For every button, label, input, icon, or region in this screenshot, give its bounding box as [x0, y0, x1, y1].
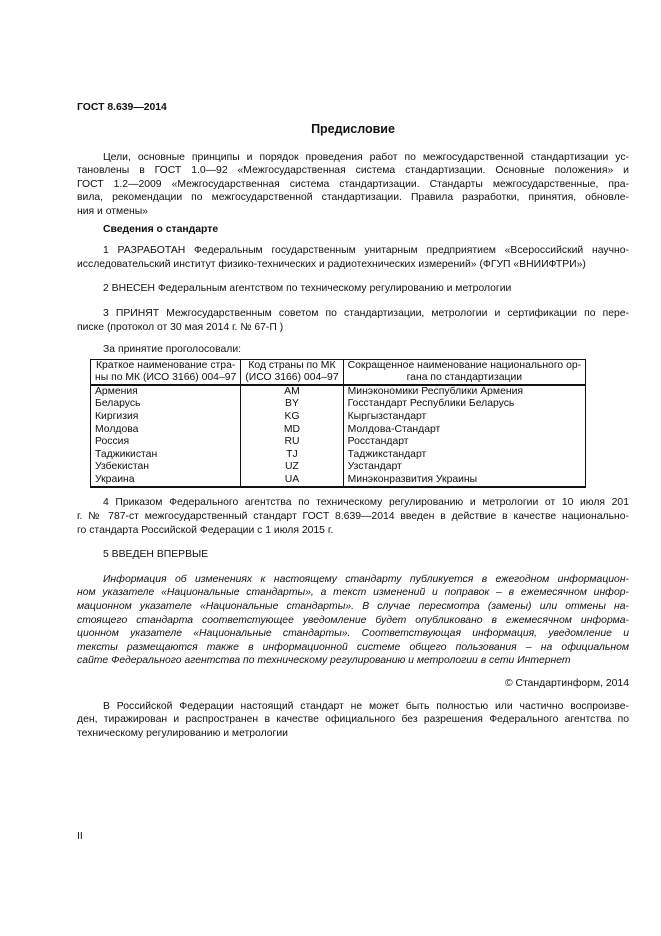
- header-line: ны по МК (ИСО 3166) 004–97: [95, 371, 237, 383]
- column-header: [241, 359, 343, 385]
- header-line: Краткое наименование стра-: [95, 359, 236, 371]
- intro-paragraph: [77, 151, 629, 219]
- code-cell: BY: [241, 398, 343, 411]
- text-line: 5 ВВЕДЕН ВПЕРВЫЕ: [103, 549, 209, 561]
- country-cell: Россия: [91, 436, 241, 449]
- body-cell: Минэконразвития Украины: [343, 474, 585, 488]
- text-line: исследовательский институт физико-технических и радиотехнических измерений» (ФГУП «ВНИИФТРИ»): [77, 258, 586, 270]
- country-cell: Таджикистан: [91, 449, 241, 462]
- text-line: тексты размещаются также в информационной системе общего пользования – на официальном: [77, 641, 629, 653]
- body-cell: Таджикстандарт: [343, 449, 585, 462]
- text-line: 1 РАЗРАБОТАН Федеральным государственным унитарным предприятием «Всероссийский научно-: [103, 245, 629, 257]
- table-row: [91, 385, 586, 399]
- text-line: ном указателе «Национальные стандарты», а текст изменений и поправок – в ежемесячном инфор-: [77, 587, 629, 599]
- table-row: [91, 436, 586, 449]
- column-header: [343, 359, 585, 385]
- text-line: 4 Приказом Федерального агентства по техническому регулированию и метрологии от 10 июля 201: [103, 497, 629, 509]
- header-line: Сокращенное наименование национального ор-: [347, 359, 582, 371]
- code-cell: MD: [241, 424, 343, 437]
- code-cell: TJ: [241, 449, 343, 462]
- body-cell: Росстандарт: [343, 436, 585, 449]
- country-cell: Молдова: [91, 424, 241, 437]
- notice-paragraph: [77, 700, 629, 741]
- code-cell: AM: [241, 385, 343, 399]
- info-paragraph: [77, 573, 629, 668]
- page-number: II: [77, 831, 83, 843]
- code-cell: KG: [241, 411, 343, 424]
- text-line: 2 ВНЕСЕН Федеральным агентством по техническому регулированию и метрологии: [103, 283, 512, 295]
- table-row: [91, 461, 586, 474]
- text-line: писке (протокол от 30 мая 2014 г. № 67-П ): [77, 321, 284, 333]
- item-4: [77, 496, 629, 537]
- item-5: [77, 548, 629, 562]
- text-line: вила, рекомендации по межгосударственной стандартизации. Правила разработки, принятия, обновле-: [77, 192, 629, 204]
- text-line: тановлены в ГОСТ 1.0—92 «Межгосударственная система стандартизации. Основные положения» и: [77, 165, 629, 177]
- country-cell: Украина: [91, 474, 241, 488]
- text-line: стоящего стандарта соответстующее уведомление будет опубликовано в ежемесячном информа-: [77, 614, 629, 626]
- body-cell: Узстандарт: [343, 461, 585, 474]
- vote-label: За принятие проголосовали:: [103, 344, 242, 356]
- text-line: ния и отмены»: [77, 205, 148, 217]
- country-cell: Армения: [91, 385, 241, 399]
- text-line: мационном указателе «Национальные стандарты». В случае пересмотра (замены) или отмены на-: [77, 601, 629, 613]
- text-line: 3 ПРИНЯТ Межгосударственным советом по стандартизации, метрологии и сертификации по пере-: [103, 307, 629, 319]
- table-row: [91, 411, 586, 424]
- table-header-row: [91, 359, 586, 385]
- text-line: Цели, основные принципы и порядок проведения работ по межгосударственной стандартизации ус-: [103, 151, 629, 163]
- header-line: гана по стандартизации: [406, 371, 523, 383]
- country-cell: Киргизия: [91, 411, 241, 424]
- table-row: [91, 449, 586, 462]
- item-2: [77, 282, 629, 296]
- country-cell: Беларусь: [91, 398, 241, 411]
- code-cell: UZ: [241, 461, 343, 474]
- table-row: [91, 474, 586, 488]
- item-1: [77, 244, 629, 271]
- body-cell: Кыргызстандарт: [343, 411, 585, 424]
- code-cell: RU: [241, 436, 343, 449]
- table-row: [91, 398, 586, 411]
- text-line: г. № 787-ст межгосударственный стандарт ГОСТ 8.639—2014 введен в действие в качестве национально-: [77, 511, 629, 523]
- country-cell: Узбекистан: [91, 461, 241, 474]
- voting-table: [90, 359, 586, 489]
- text-line: ционном указателе «Национальные стандарты». Соответствующая информация, уведомление и: [77, 628, 629, 640]
- text-line: сайте Федерального агентства по техническому регулированию и метрологии в сети Интернет: [77, 655, 571, 667]
- body-cell: Госстандарт Республики Беларусь: [343, 398, 585, 411]
- table-row: [91, 424, 586, 437]
- text-line: го стандарта Российской Федерации с 1 июля 2015 г.: [77, 524, 334, 536]
- item-3: [77, 307, 629, 334]
- voting-table-container: [90, 359, 661, 489]
- column-header: [91, 359, 241, 385]
- text-line: Информация об изменениях к настоящему стандарту публикуется в ежегодном информацион-: [103, 573, 629, 585]
- section-title: Сведения о стандарте: [103, 223, 219, 235]
- body-cell: Минэкономики Республики Армения: [343, 385, 585, 399]
- text-line: техническому регулированию и метрологии: [77, 727, 288, 739]
- body-cell: Молдова-Стандарт: [343, 424, 585, 437]
- header-line: (ИСО 3166) 004–97: [245, 371, 339, 383]
- text-line: ден, тиражирован и распространен в качестве официального без разрешения Федерального агентства по: [77, 714, 629, 726]
- document-header: ГОСТ 8.639—2014: [77, 102, 167, 113]
- code-cell: UA: [241, 474, 343, 488]
- text-line: В Российской Федерации настоящий стандарт не может быть полностью или частично воспроизве-: [103, 700, 629, 712]
- header-line: Код страны по МК: [248, 359, 336, 371]
- page-title: Предисловие: [311, 121, 395, 136]
- copyright: © Стандартинформ, 2014: [504, 678, 629, 689]
- text-line: ГОСТ 1.2—2009 «Межгосударственная система стандартизации. Стандарты межгосударственные, пра-: [77, 178, 629, 190]
